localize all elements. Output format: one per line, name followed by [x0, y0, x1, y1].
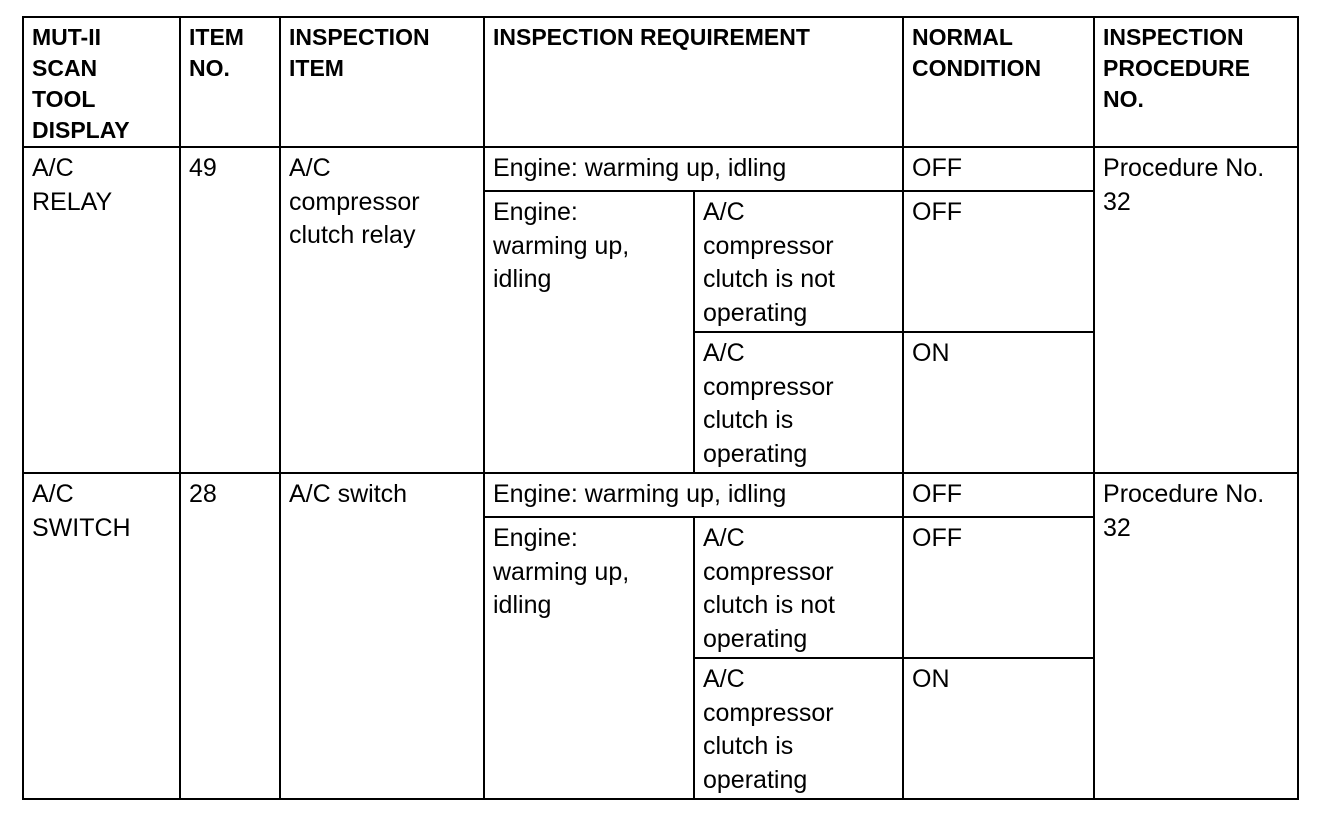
table-row — [23, 147, 1298, 191]
header-procedure-no: INSPECTION PROCEDURE NO. — [1094, 17, 1298, 147]
inspection-item-cell: A/C switch — [280, 473, 484, 799]
normal-condition-cell: OFF — [903, 473, 1094, 517]
normal-condition-cell: OFF — [903, 191, 1094, 332]
table-row — [23, 473, 1298, 517]
inspection-item-cell: A/C compressor clutch relay — [280, 147, 484, 473]
procedure-no-cell: Procedure No. 32 — [1094, 473, 1298, 799]
requirement-subcondition-cell: A/C compressor clutch is operating — [694, 332, 903, 473]
header-item-no: ITEM NO. — [180, 17, 280, 147]
header-row — [23, 17, 1298, 147]
scan-tool-display-cell: A/C RELAY — [23, 147, 180, 473]
header-scan-tool-display: MUT-II SCAN TOOL DISPLAY — [23, 17, 180, 147]
requirement-engine-cell: Engine: warming up, idling — [484, 517, 694, 799]
header-inspection-item: INSPECTION ITEM — [280, 17, 484, 147]
requirement-cell: Engine: warming up, idling — [484, 147, 903, 191]
requirement-subcondition-cell: A/C compressor clutch is operating — [694, 658, 903, 799]
procedure-no-cell: Procedure No. 32 — [1094, 147, 1298, 473]
normal-condition-cell: ON — [903, 658, 1094, 799]
header-normal-condition: NORMAL CONDITION — [903, 17, 1094, 147]
normal-condition-cell: OFF — [903, 517, 1094, 658]
header-inspection-requirement: INSPECTION REQUIREMENT — [484, 17, 903, 147]
inspection-table — [22, 16, 1299, 800]
requirement-subcondition-cell: A/C compressor clutch is not operating — [694, 517, 903, 658]
requirement-subcondition-cell: A/C compressor clutch is not operating — [694, 191, 903, 332]
scan-tool-display-cell: A/C SWITCH — [23, 473, 180, 799]
item-no-cell: 49 — [180, 147, 280, 473]
normal-condition-cell: OFF — [903, 147, 1094, 191]
requirement-engine-cell: Engine: warming up, idling — [484, 191, 694, 473]
normal-condition-cell: ON — [903, 332, 1094, 473]
item-no-cell: 28 — [180, 473, 280, 799]
requirement-cell: Engine: warming up, idling — [484, 473, 903, 517]
